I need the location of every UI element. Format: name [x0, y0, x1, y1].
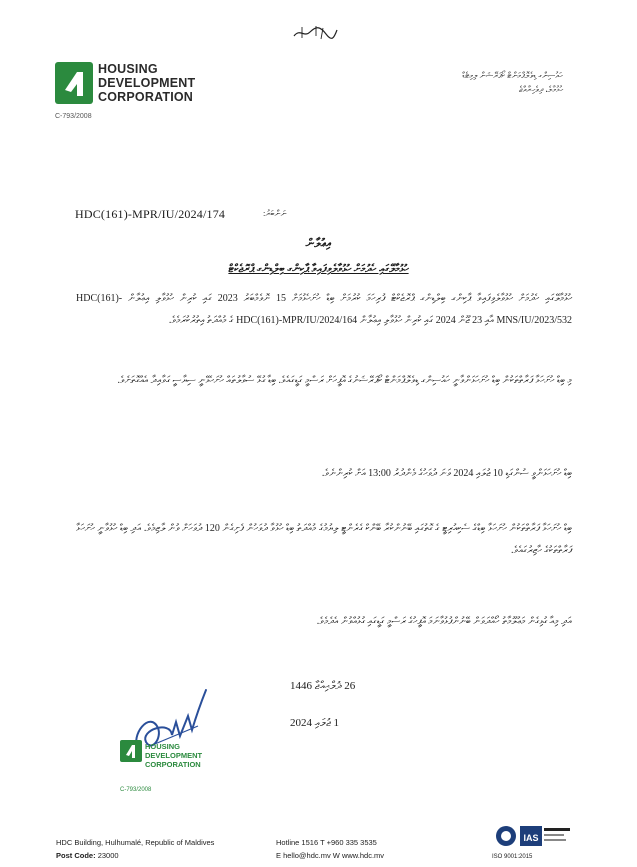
logo-line-corporation: CORPORATION	[98, 90, 194, 104]
reference-number: HDC(161)-MPR/IU/2024/174	[75, 207, 226, 221]
footer-email-web: E hello@hdc.mv W www.hdc.mv	[276, 851, 385, 860]
bismillah-calligraphy	[290, 22, 340, 44]
paragraph-3: ބިޑް ހުށަހަޅަންވީ ސުންގަޑި 10 ޖުލައި 2024 ވަނަ ދުވަހުގެ މެންދުރު 13:00 އަށް ކުރިންނެވެ.	[321, 468, 572, 479]
date-gregorian: 1 ޖުލައި 2024	[290, 717, 339, 729]
stamp-line-corporation: CORPORATION	[145, 760, 201, 769]
stamp-line-housing: HOUSING	[145, 742, 181, 751]
paragraph-5: އަދި މިއާ ގުޅިގެން މަޢުލޫމާތު ހޯއްދަވަން ބޭނުންފުޅުވާނަމަ އޮފީހުގެ ރަސްމީ ގަޑީގައި ގުޅުއްވުން އެދެމެވެ.	[316, 616, 572, 627]
stamp-logo-icon	[120, 740, 142, 762]
stamp-line-development: DEVELOPMENT	[145, 751, 203, 760]
post-code-label: Post Code:	[56, 851, 96, 860]
paragraph-2: މި ބިޑް ހުށަހަޅާ ފަރާތްތަކުން ބިޑް ހުށަހަޅަންވާނީ ހައުސިންގ ޑިވެލޮޕްމަންޓް ކޯޕަރޭޝަނުގެ އޮފީހަށް ރަސްމީ ގަޑީގައެވެ. ބިޑާ ގުޅޭ ސުވާލުތައް ހުށަހެޅޭނީ ސިޔާސީ ގަވާއިދާ އެއްގޮތަށެވެ.	[117, 375, 572, 386]
registration-code: C-793/2008	[55, 113, 92, 120]
stamp-code: C-793/2008	[120, 787, 152, 793]
org-location-dhivehi: ހުޅުމާލެ، ދިވެހިރާއްޖެ	[518, 84, 563, 94]
notice-title: އިޢުލާން	[305, 236, 332, 250]
iso-standard: ISO 9001:2015	[492, 854, 533, 860]
post-code-value: 23000	[97, 851, 119, 860]
hdc-logo-icon	[55, 62, 93, 104]
footer-hotline: Hotline 1516 T +960 335 3535	[276, 838, 377, 847]
org-name-dhivehi: ހައުސިންގ ޑިވެލޮޕްމަންޓް ކޯޕަރޭޝަން ލިމިޓެޑް	[462, 70, 563, 80]
reference-label: ނަންބަރު:	[263, 208, 287, 218]
paragraph-4: ބިޑް ހުށަހަޅާ ފަރާތްތަކުން ހުށަހަޅާ ބިޑްގެ ސެކިއުރިޓީ ގެ ގޮތުގައި ބޭނުންކުރާ ބޭންކް ގެރެންޓީ ލިޔުމުގެ މުއްދަތު ބިޑް ހުޅުވާ ދުވަހުން ފެށިގެން 120 ދުވަހަށް ވުން ލާޒިމެވެ. އަދި ބިޑް ހުޅުވާނީ ހުށަހަޅާ ފަރާތްތަކުގެ ހާޒިރުގައެވެ.	[76, 523, 572, 556]
footer-address: HDC Building, Hulhumalé, Republic of Maldives	[56, 838, 215, 847]
paragraph-1: ހުޅުމާލޭގައި ހެދުމަށް ހުޅުވާލެވިފައިވާ ޕާކިންގ ބިލްޑިންގ ޕްރޮޖެކްޓް ފުރިހަމަ ކުރުމަށް ބިޑް ހުށަހެޅުމަށް 15 ނޮވެމްބަރު 2023 ގައި ކުރިން ހުޅުވާލި އިޢުލާން HDC(161)-MNS/IU/2023/532 އާއި 23 ޖޫން 2024 ގައި ކުރިން ހުޅުވާލި އިޢުލާން HDC(161)-MPR/IU/2024/164 ގެ މުއްދަތު އިތުރުކުރަމެވެ.	[76, 293, 572, 326]
logo-line-development: DEVELOPMENT	[98, 76, 196, 90]
date-hijri: 26 ޛުލްޙިއްޖާ 1446	[290, 680, 356, 692]
svg-text:IAS: IAS	[523, 833, 539, 843]
logo-line-housing: HOUSING	[98, 62, 158, 76]
notice-subject: ހުޅުމާލޭގައި ހެދުމަށް ހުޅުވާލެވިފައިވާ ޕާކިންގ ބިލްޑިންގ ޕްރޮޖެކްޓް	[228, 263, 409, 275]
footer-post-code	[56, 851, 119, 860]
